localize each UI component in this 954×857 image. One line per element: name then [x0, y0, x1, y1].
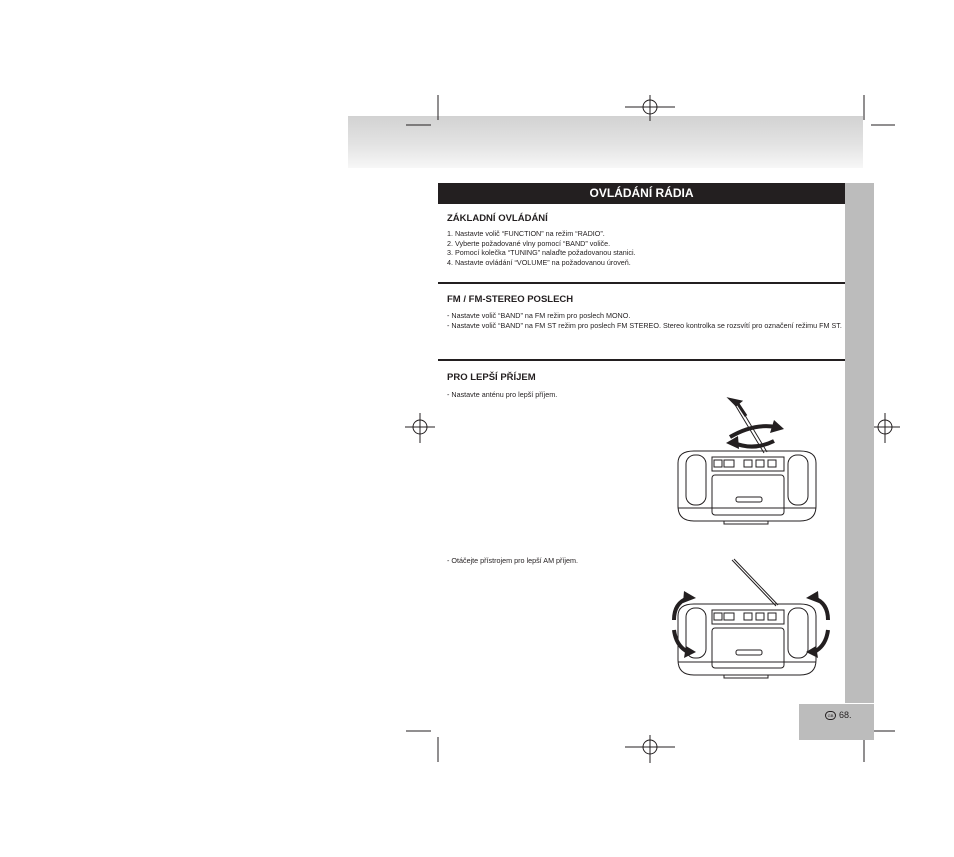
registration-mark-left — [405, 413, 435, 443]
antenna-adjust-illustration — [672, 393, 832, 528]
page-number: 68. — [839, 710, 852, 720]
page-number-tab — [799, 704, 874, 740]
list-item: 2. Vyberte požadované vlny pomocí “BAND” voliče. — [447, 238, 611, 248]
list-item: - Nastavte volič “BAND” na FM ST režim pro poslech FM STEREO. Stereo kontrolka se rozsvítí pro označení režimu FM ST. — [447, 320, 842, 330]
rotate-unit-illustration — [666, 558, 836, 690]
fm-items-list — [447, 311, 843, 330]
crop-mark-bottom-left — [400, 722, 450, 767]
tip-antenna: - Nastavte anténu pro lepší příjem. — [447, 390, 558, 399]
section-divider — [438, 359, 845, 361]
list-item: 1. Nastavte volič “FUNCTION” na režim “RADIO”. — [447, 229, 605, 238]
crop-mark-top-left — [400, 94, 450, 134]
registration-mark-top — [625, 95, 675, 121]
list-item: 4. Nastavte ovládání “VOLUME” na požadovanou úroveň. — [447, 257, 631, 267]
side-bar — [845, 183, 874, 703]
registration-mark-right — [870, 413, 900, 443]
registration-mark-bottom — [625, 735, 675, 765]
section-heading-reception: PRO LEPŠÍ PŘÍJEM — [447, 372, 536, 383]
crop-mark-top-right — [855, 94, 900, 134]
tip-rotate: - Otáčejte přístrojem pro lepší AM příjem. — [447, 556, 579, 565]
language-badge: GB — [825, 711, 836, 720]
section-heading-basic: ZÁKLADNÍ OVLÁDÁNÍ — [447, 213, 548, 224]
page-title: OVLÁDÁNÍ RÁDIA — [438, 183, 845, 204]
basic-steps-list — [447, 229, 636, 267]
list-item: 3. Pomocí kolečka “TUNING” nalaďte požadovanou stanici. — [447, 248, 636, 258]
section-heading-fm: FM / FM-STEREO POSLECH — [447, 294, 574, 305]
section-divider — [438, 282, 845, 284]
list-item: - Nastavte volič “BAND” na FM režim pro poslech MONO. — [447, 311, 631, 320]
